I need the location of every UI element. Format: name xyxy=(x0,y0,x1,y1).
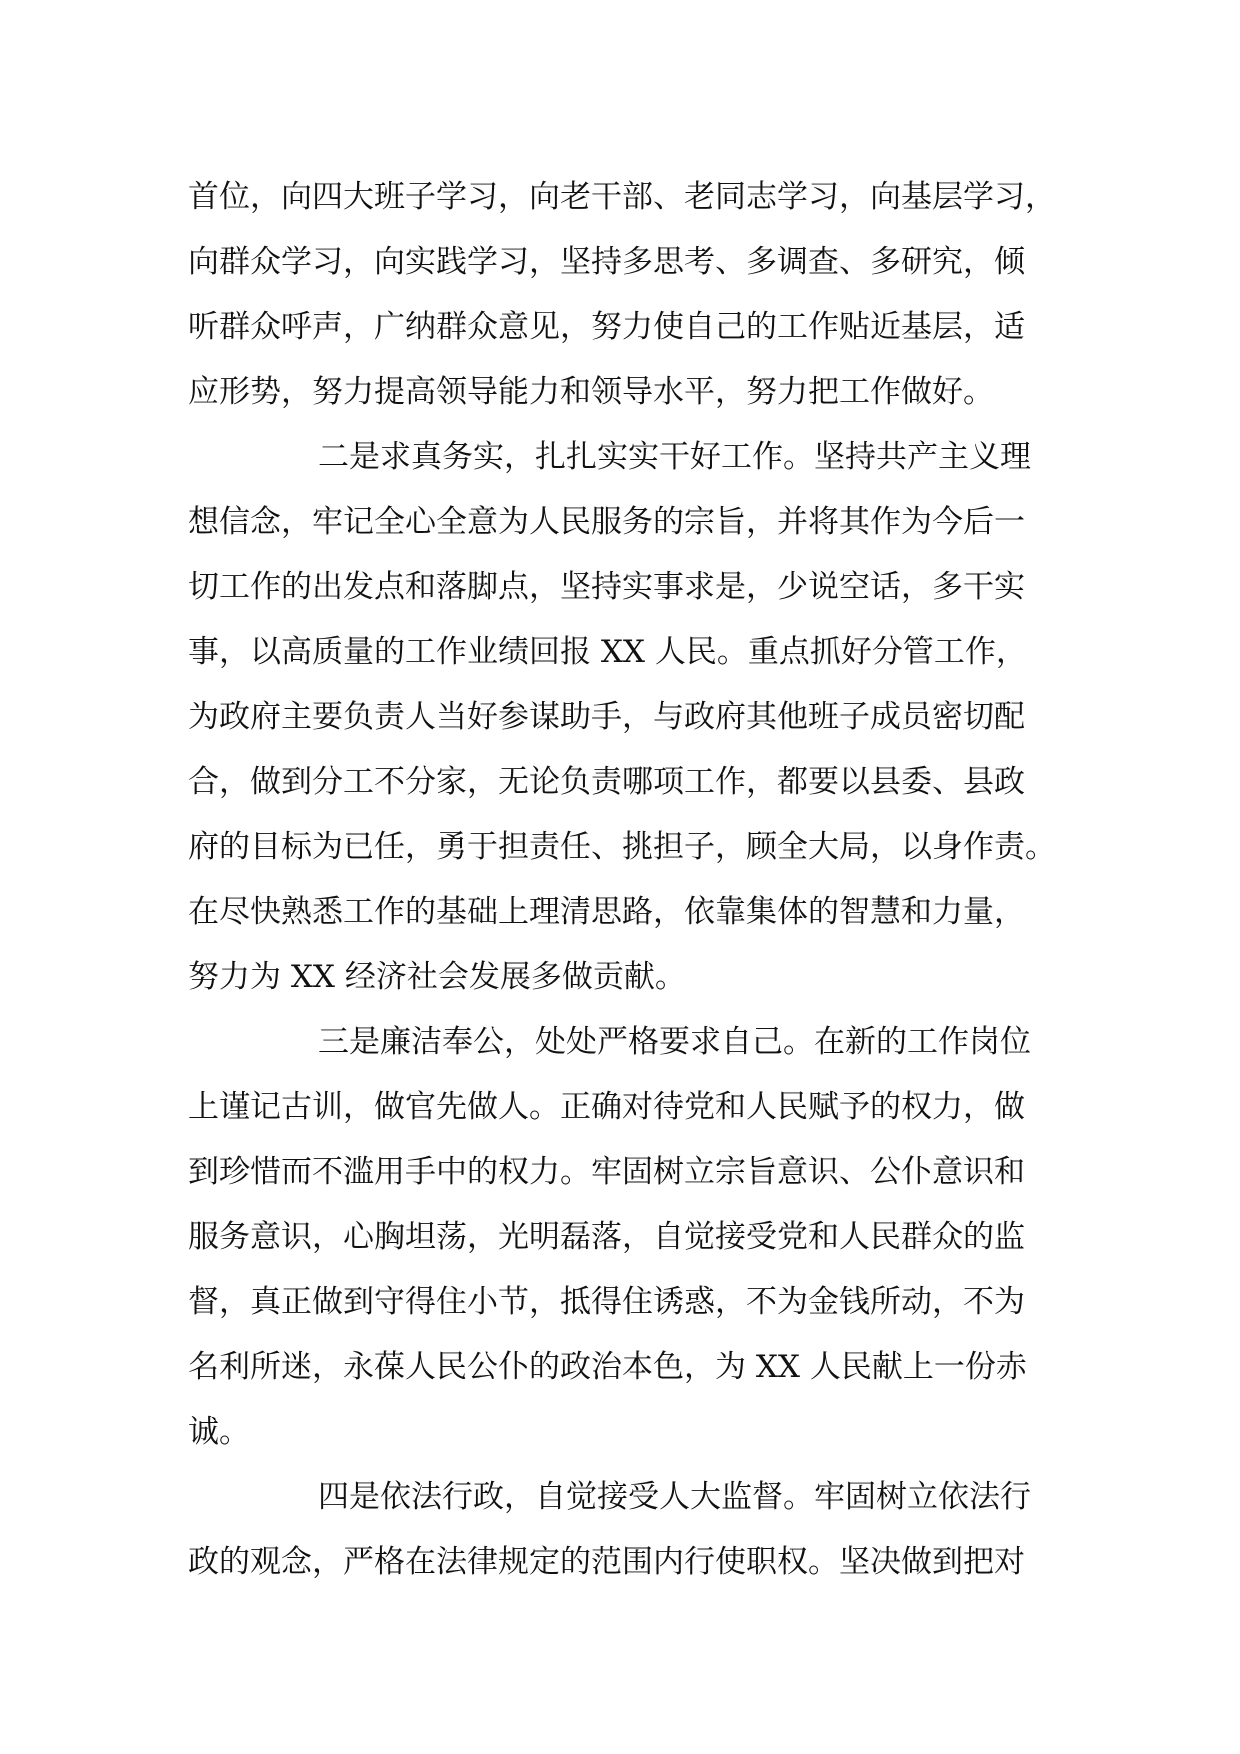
paragraph-start-line: 四是依法行政，自觉接受人大监督。牢固树立依法行 xyxy=(318,1479,1031,1515)
body-text xyxy=(188,165,1060,1595)
paragraph-start-line: 三是廉洁奉公，处处严格要求自己。在新的工作岗位 xyxy=(318,1024,1031,1060)
text-line: 到珍惜而不滥用手中的权力。牢固树立宗旨意识、公仆意识和 xyxy=(188,1154,1025,1190)
text-line: 上谨记古训，做官先做人。正确对待党和人民赋予的权力，做 xyxy=(188,1089,1025,1125)
text-line: 应形势，努力提高领导能力和领导水平，努力把工作做好。 xyxy=(188,374,994,410)
text-line: 诚。 xyxy=(188,1414,250,1450)
text-line: 向群众学习，向实践学习，坚持多思考、多调查、多研究，倾 xyxy=(188,244,1025,280)
text-line: 切工作的出发点和落脚点，坚持实事求是，少说空话，多干实 xyxy=(188,569,1025,605)
text-line: 想信念，牢记全心全意为人民服务的宗旨，并将其作为今后一 xyxy=(188,504,1025,540)
text-line: 在尽快熟悉工作的基础上理清思路，依靠集体的智慧和力量， xyxy=(188,894,1025,930)
text-line: 首位，向四大班子学习，向老干部、老同志学习，向基层学习， xyxy=(188,179,1056,215)
text-line: 合，做到分工不分家，无论负责哪项工作，都要以县委、县政 xyxy=(188,764,1025,800)
text-line: 听群众呼声，广纳群众意见，努力使自己的工作贴近基层，适 xyxy=(188,309,1025,345)
text-line: 为政府主要负责人当好参谋助手，与政府其他班子成员密切配 xyxy=(188,699,1025,735)
text-line: 事，以高质量的工作业绩回报 XX 人民。重点抓好分管工作， xyxy=(188,634,1027,670)
text-line: 名利所迷，永葆人民公仆的政治本色，为 XX 人民献上一份赤 xyxy=(188,1349,1027,1385)
paragraph-start-line: 二是求真务实，扎扎实实干好工作。坚持共产主义理 xyxy=(318,439,1031,475)
text-line: 努力为 XX 经济社会发展多做贡献。 xyxy=(188,959,686,995)
text-line: 政的观念，严格在法律规定的范围内行使职权。坚决做到把对 xyxy=(188,1544,1025,1580)
text-line: 府的目标为已任，勇于担责任、挑担子，顾全大局，以身作责。 xyxy=(188,829,1056,865)
text-line: 督，真正做到守得住小节，抵得住诱惑，不为金钱所动，不为 xyxy=(188,1284,1025,1320)
text-line: 服务意识，心胸坦荡，光明磊落，自觉接受党和人民群众的监 xyxy=(188,1219,1025,1255)
